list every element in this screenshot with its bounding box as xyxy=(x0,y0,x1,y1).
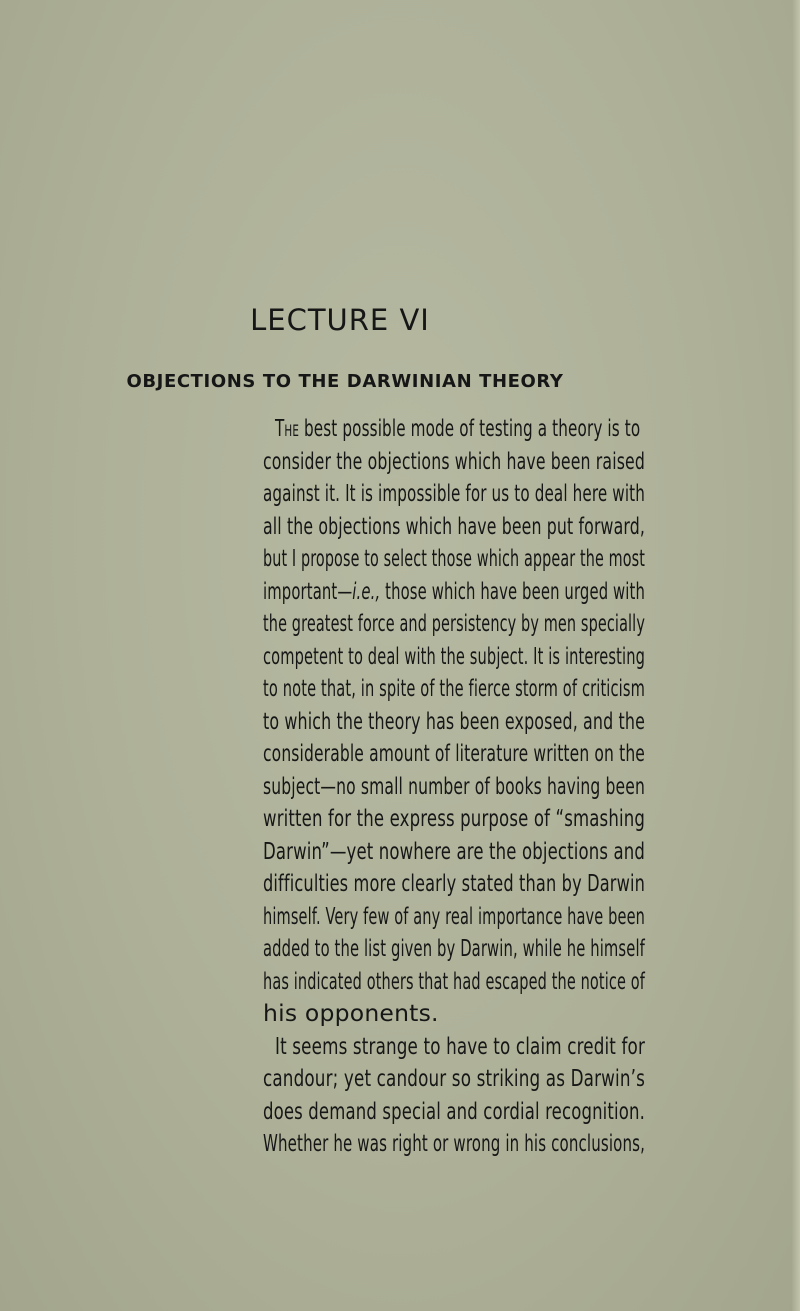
text-line: does demand special and cordial recognition. xyxy=(263,1096,645,1125)
text-line: subject—no small number of books having been xyxy=(263,771,645,800)
text-line: against it. It is impossible for us to deal here with xyxy=(263,479,645,507)
text-line: written for the express purpose of “smashing xyxy=(263,804,645,832)
text-line: Whether he was right or wrong in his conclusions, xyxy=(263,1129,645,1157)
text-line: Darwin”—yet nowhere are the objections and xyxy=(263,836,645,865)
text-line: competent to deal with the subject. It is interesting xyxy=(263,641,645,670)
text-line: It seems strange to have to claim credit for xyxy=(275,1031,645,1060)
text-line: consider the objections which have been raised xyxy=(263,446,645,475)
text-line: The best possible mode of testing a theory is to xyxy=(275,414,641,442)
italic-abbreviation: i.e., xyxy=(352,576,381,605)
text-line: the greatest force and persistency by men specially xyxy=(263,609,645,637)
text-line: himself. Very few of any real importance have been xyxy=(263,901,645,930)
text-line: difficulties more clearly stated than by Darwin xyxy=(263,869,645,897)
text-line: important—i.e., those which have been urged with xyxy=(263,576,646,605)
lecture-title: LECTURE VI xyxy=(250,303,430,337)
text-line: to note that, in spite of the fierce storm of criticism xyxy=(263,674,645,702)
chapter-subtitle: OBJECTIONS TO THE DARWINIAN THEORY xyxy=(126,371,564,392)
text-line: added to the list given by Darwin, while he himself xyxy=(263,934,645,962)
text-line: to which the theory has been exposed, and the xyxy=(263,706,645,735)
text-line: candour; yet candour so striking as Darwin’s xyxy=(263,1064,645,1092)
text-line: has indicated others that had escaped the notice of xyxy=(263,966,645,995)
small-caps-opening: The xyxy=(275,414,300,442)
text-line: all the objections which have been put forward, xyxy=(263,511,645,540)
text-line: his opponents. xyxy=(263,999,439,1027)
text-line: but I propose to select those which appear the most xyxy=(263,544,645,572)
text-line: considerable amount of literature written on the xyxy=(263,739,645,767)
